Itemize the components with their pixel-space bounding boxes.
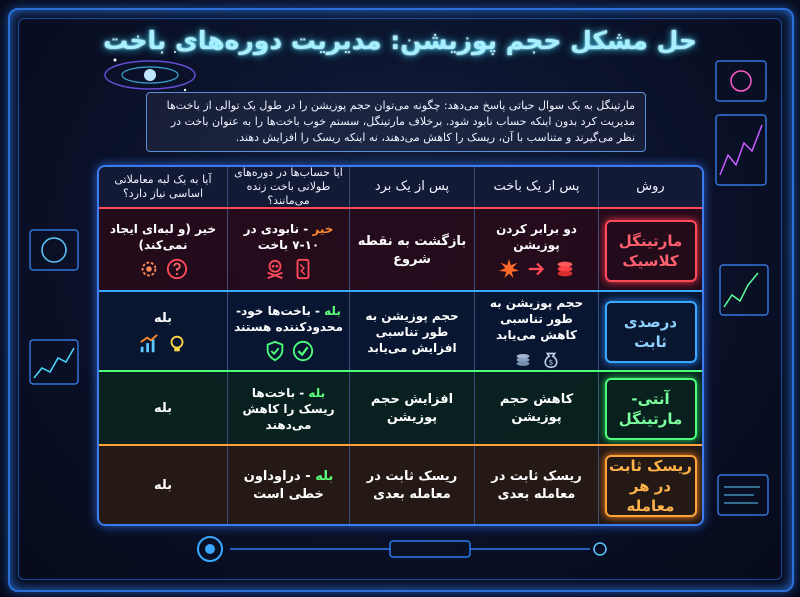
edge-text: بله	[153, 401, 173, 416]
long-losses-text	[234, 303, 343, 335]
method-cell	[598, 446, 702, 526]
long-losses-cell	[227, 372, 349, 446]
edge-text: بله	[153, 478, 173, 493]
answer-rest: - باخت‌ها ریسک را کاهش می‌دهند	[242, 386, 335, 432]
shield-check-icon	[264, 340, 286, 362]
skull-icon	[264, 258, 286, 280]
answer-prefix: خیر	[312, 222, 334, 236]
after-win-text: بازگشت به نقطه شروع	[357, 233, 467, 267]
edge-cell	[99, 209, 227, 292]
bottom-circuit-decoration	[150, 525, 650, 580]
long-losses-text	[234, 221, 343, 253]
answer-rest: - دراوداون خطی است	[243, 469, 324, 502]
after-loss-text: حجم پوزیشن به طور تناسبی کاهش می‌یابد	[489, 295, 584, 342]
edge-text: خیر (و لبه‌ای ایجاد نمی‌کند)	[109, 222, 217, 252]
after-loss-cell	[474, 209, 598, 292]
long-losses-cell	[227, 292, 349, 372]
after-loss-cell	[474, 446, 598, 526]
table-header-row	[99, 167, 702, 208]
method-label-fixed-percent: درصدی ثابت	[605, 301, 697, 363]
lightbulb-icon	[166, 333, 188, 355]
method-label-anti-martingale: آنتی-مارتینگل	[605, 378, 697, 440]
header-after-loss: پس از یک باخت	[474, 167, 598, 207]
after-win-cell	[349, 446, 474, 526]
table-row-fixed-risk	[99, 444, 702, 526]
after-loss-text: ریسک ثابت در معامله بعدی	[491, 469, 582, 502]
header-after-win: پس از یک برد	[349, 167, 474, 207]
coin-stack-icon	[512, 348, 534, 370]
method-label-martingale: مارتینگل کلاسیک	[605, 220, 697, 282]
answer-rest: - نابودی در ۱۰-۷ باخت	[243, 222, 320, 252]
long-losses-cell	[227, 209, 349, 292]
table-row-martingale	[99, 207, 702, 292]
header-method: روش	[598, 167, 702, 207]
table-row-anti-martingale	[99, 370, 702, 446]
growth-chart-icon	[138, 333, 160, 355]
left-panel-decoration	[24, 220, 84, 420]
money-bag-icon	[540, 348, 562, 370]
arrow-right-icon	[526, 258, 548, 280]
answer-rest: - باخت‌ها خود-محدودکننده هستند	[234, 303, 343, 334]
method-cell	[598, 209, 702, 292]
header-edge: آیا به یک لبه معاملاتی اساسی نیاز دارد؟	[114, 173, 212, 200]
answer-prefix: بله	[315, 469, 334, 484]
long-losses-text	[234, 385, 343, 433]
edge-cell	[99, 292, 227, 372]
long-losses-cell	[227, 446, 349, 526]
after-loss-cell	[474, 292, 598, 372]
after-win-cell	[349, 209, 474, 292]
method-label-fixed-risk: ریسک ثابت در هر معامله	[605, 455, 697, 517]
after-win-cell	[349, 292, 474, 372]
after-loss-text: دو برابر کردن پوزیشن	[496, 222, 577, 252]
comparison-table	[97, 165, 704, 526]
table-row-fixed-percent	[99, 290, 702, 372]
after-win-cell	[349, 372, 474, 446]
after-loss-cell	[474, 372, 598, 446]
after-win-text: ریسک ثابت در معامله بعدی	[366, 469, 458, 502]
method-cell	[598, 292, 702, 372]
long-losses-text	[234, 468, 343, 504]
explosion-icon	[498, 258, 520, 280]
after-win-text: افزایش حجم پوزیشن	[370, 392, 454, 425]
answer-prefix: بله	[308, 386, 326, 400]
svg-text:$: $	[548, 357, 553, 366]
answer-prefix: بله	[324, 303, 341, 318]
edge-cell	[99, 446, 227, 526]
gear-icon	[138, 258, 160, 280]
edge-text: بله	[153, 310, 173, 326]
intro-text-box: مارتینگل به یک سوال حیاتی پاسخ می‌دهد: چگونه می‌توان حجم پوزیشن را در طول یک توالی از باخت‌ها مدیریت کرد بدون اینکه حساب نابود شود. برخلاف مارتینگل، سستم خوب باخت‌ها را به عنوان باخت در نظر می‌گیرند و متناسب با آن، ریسک را کاهش می‌دهند، نه اینکه ریسک را افزایش دهند.	[146, 92, 646, 152]
header-long-losses: آیا حساب‌ها در دوره‌های طولانی باخت زنده می‌مانند؟	[227, 167, 349, 207]
method-cell	[598, 372, 702, 446]
check-circle-icon	[292, 340, 314, 362]
broken-phone-icon	[292, 258, 314, 280]
page-title: حل مشکل حجم پوزیشن: مدیریت دوره‌های باخت	[103, 26, 697, 55]
right-panel-decoration	[708, 55, 778, 555]
edge-cell	[99, 372, 227, 446]
after-win-text: حجم پوزیشن به طور تناسبی افزایش می‌یابد	[365, 309, 459, 355]
question-icon	[166, 258, 188, 280]
after-loss-text: کاهش حجم پوزیشن	[499, 392, 574, 425]
coin-stack-icon	[554, 258, 576, 280]
